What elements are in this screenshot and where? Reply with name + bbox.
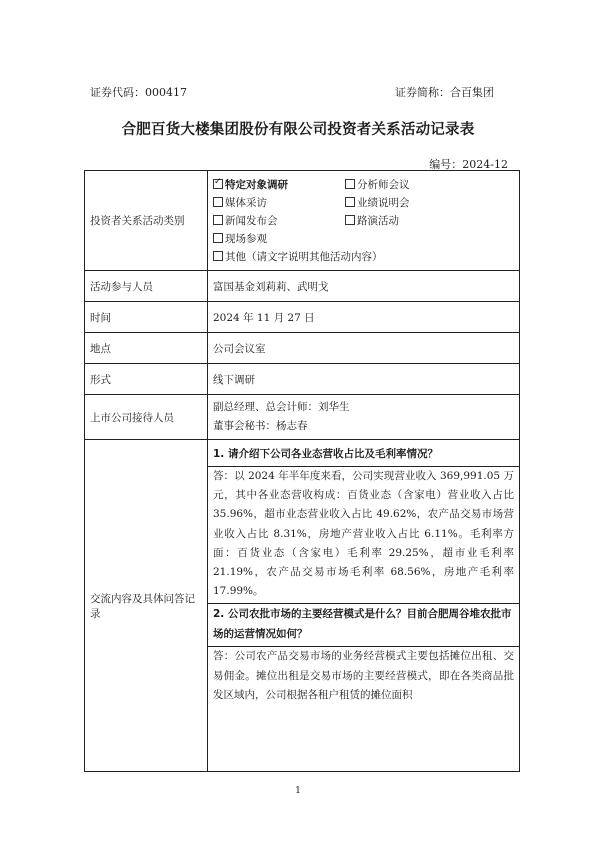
row-qa <box>85 440 520 772</box>
checkbox-icon <box>213 197 223 207</box>
option-analyst-meeting[interactable]: 分析师会议 <box>345 177 514 192</box>
reception-label: 上市公司接待人员 <box>85 395 208 440</box>
activity-type-label: 投资者关系活动类别 <box>85 171 208 271</box>
option-earnings-call[interactable]: 业绩说明会 <box>345 195 514 210</box>
option-media-interview[interactable]: 媒体采访 <box>213 195 345 210</box>
page-number: 1 <box>295 786 301 796</box>
participants-value: 富国基金刘莉莉、武明戈 <box>208 271 520 302</box>
row-format <box>85 364 520 395</box>
activity-type-options <box>208 171 520 271</box>
stock-code: 证券代码：000417 <box>90 86 187 99</box>
option-other[interactable]: 其他（请文字说明其他活动内容） <box>213 249 514 264</box>
row-reception <box>85 395 520 440</box>
time-value: 2024 年 11 月 27 日 <box>208 302 520 333</box>
time-label: 时间 <box>85 302 208 333</box>
row-activity-type <box>85 171 520 271</box>
qa-label: 交流内容及具体问答记录 <box>85 440 208 772</box>
checkbox-icon <box>345 179 355 189</box>
record-table <box>84 170 520 772</box>
checkbox-icon <box>213 215 223 225</box>
question-2: 2. 公司农批市场的主要经营模式是什么？目前合肥周谷堆农批市场的运营情况如何？ <box>213 608 512 641</box>
location-value: 公司会议室 <box>208 333 520 364</box>
document-title: 合肥百货大楼集团股份有限公司投资者关系活动记录表 <box>121 122 475 138</box>
location-label: 地点 <box>85 333 208 364</box>
option-specific-research[interactable]: ✓特定对象调研 <box>213 177 345 192</box>
checkbox-icon <box>213 251 223 261</box>
checkbox-icon <box>213 233 223 243</box>
format-label: 形式 <box>85 364 208 395</box>
stock-abbreviation: 证券简称：合百集团 <box>395 86 494 99</box>
reception-line-1: 副总经理、总会计师：刘华生 <box>213 401 350 413</box>
row-participants <box>85 271 520 302</box>
answer-1: 答：以 2024 年半年度来看，公司实现营业收入 369,991.05 万元，其中各业态营收构成：百货业态（含家电）营业收入占比 35.96%，超市业态营业收入占比 49.62%，农产品交易市场营业收入占比 8.31%，房地产营业收入占比 6.11%。毛利率方面：百货业态（含家电）毛利率 29.25%，超市业毛利率 21.19%，农产品交易市场毛利率 68.56%，房地产毛利率 17.99%。 <box>213 470 514 598</box>
reception-value <box>208 395 520 440</box>
checkbox-icon <box>345 215 355 225</box>
row-location <box>85 333 520 364</box>
answer-2: 答：公司农产品交易市场的业务经营模式主要包括摊位出租、交易佣金。摊位出租是交易市场的主要经营模式，即在各类商品批发区域内，公司根据各租户租赁的摊位面积 <box>213 650 514 701</box>
option-press-conference[interactable]: 新闻发布会 <box>213 213 345 228</box>
format-value: 线下调研 <box>208 364 520 395</box>
reception-line-2: 董事会秘书：杨志春 <box>213 420 308 432</box>
row-time <box>85 302 520 333</box>
option-roadshow[interactable]: 路演活动 <box>345 213 514 228</box>
option-site-visit[interactable]: 现场参观 <box>213 231 514 246</box>
participants-label: 活动参与人员 <box>85 271 208 302</box>
checkbox-icon <box>345 197 355 207</box>
question-1: 1. 请介绍下公司各业态营收占比及毛利率情况？ <box>213 448 438 460</box>
qa-content <box>208 440 520 772</box>
checkbox-checked-icon <box>213 179 223 189</box>
serial-number: 编号：2024-12 <box>429 158 508 171</box>
